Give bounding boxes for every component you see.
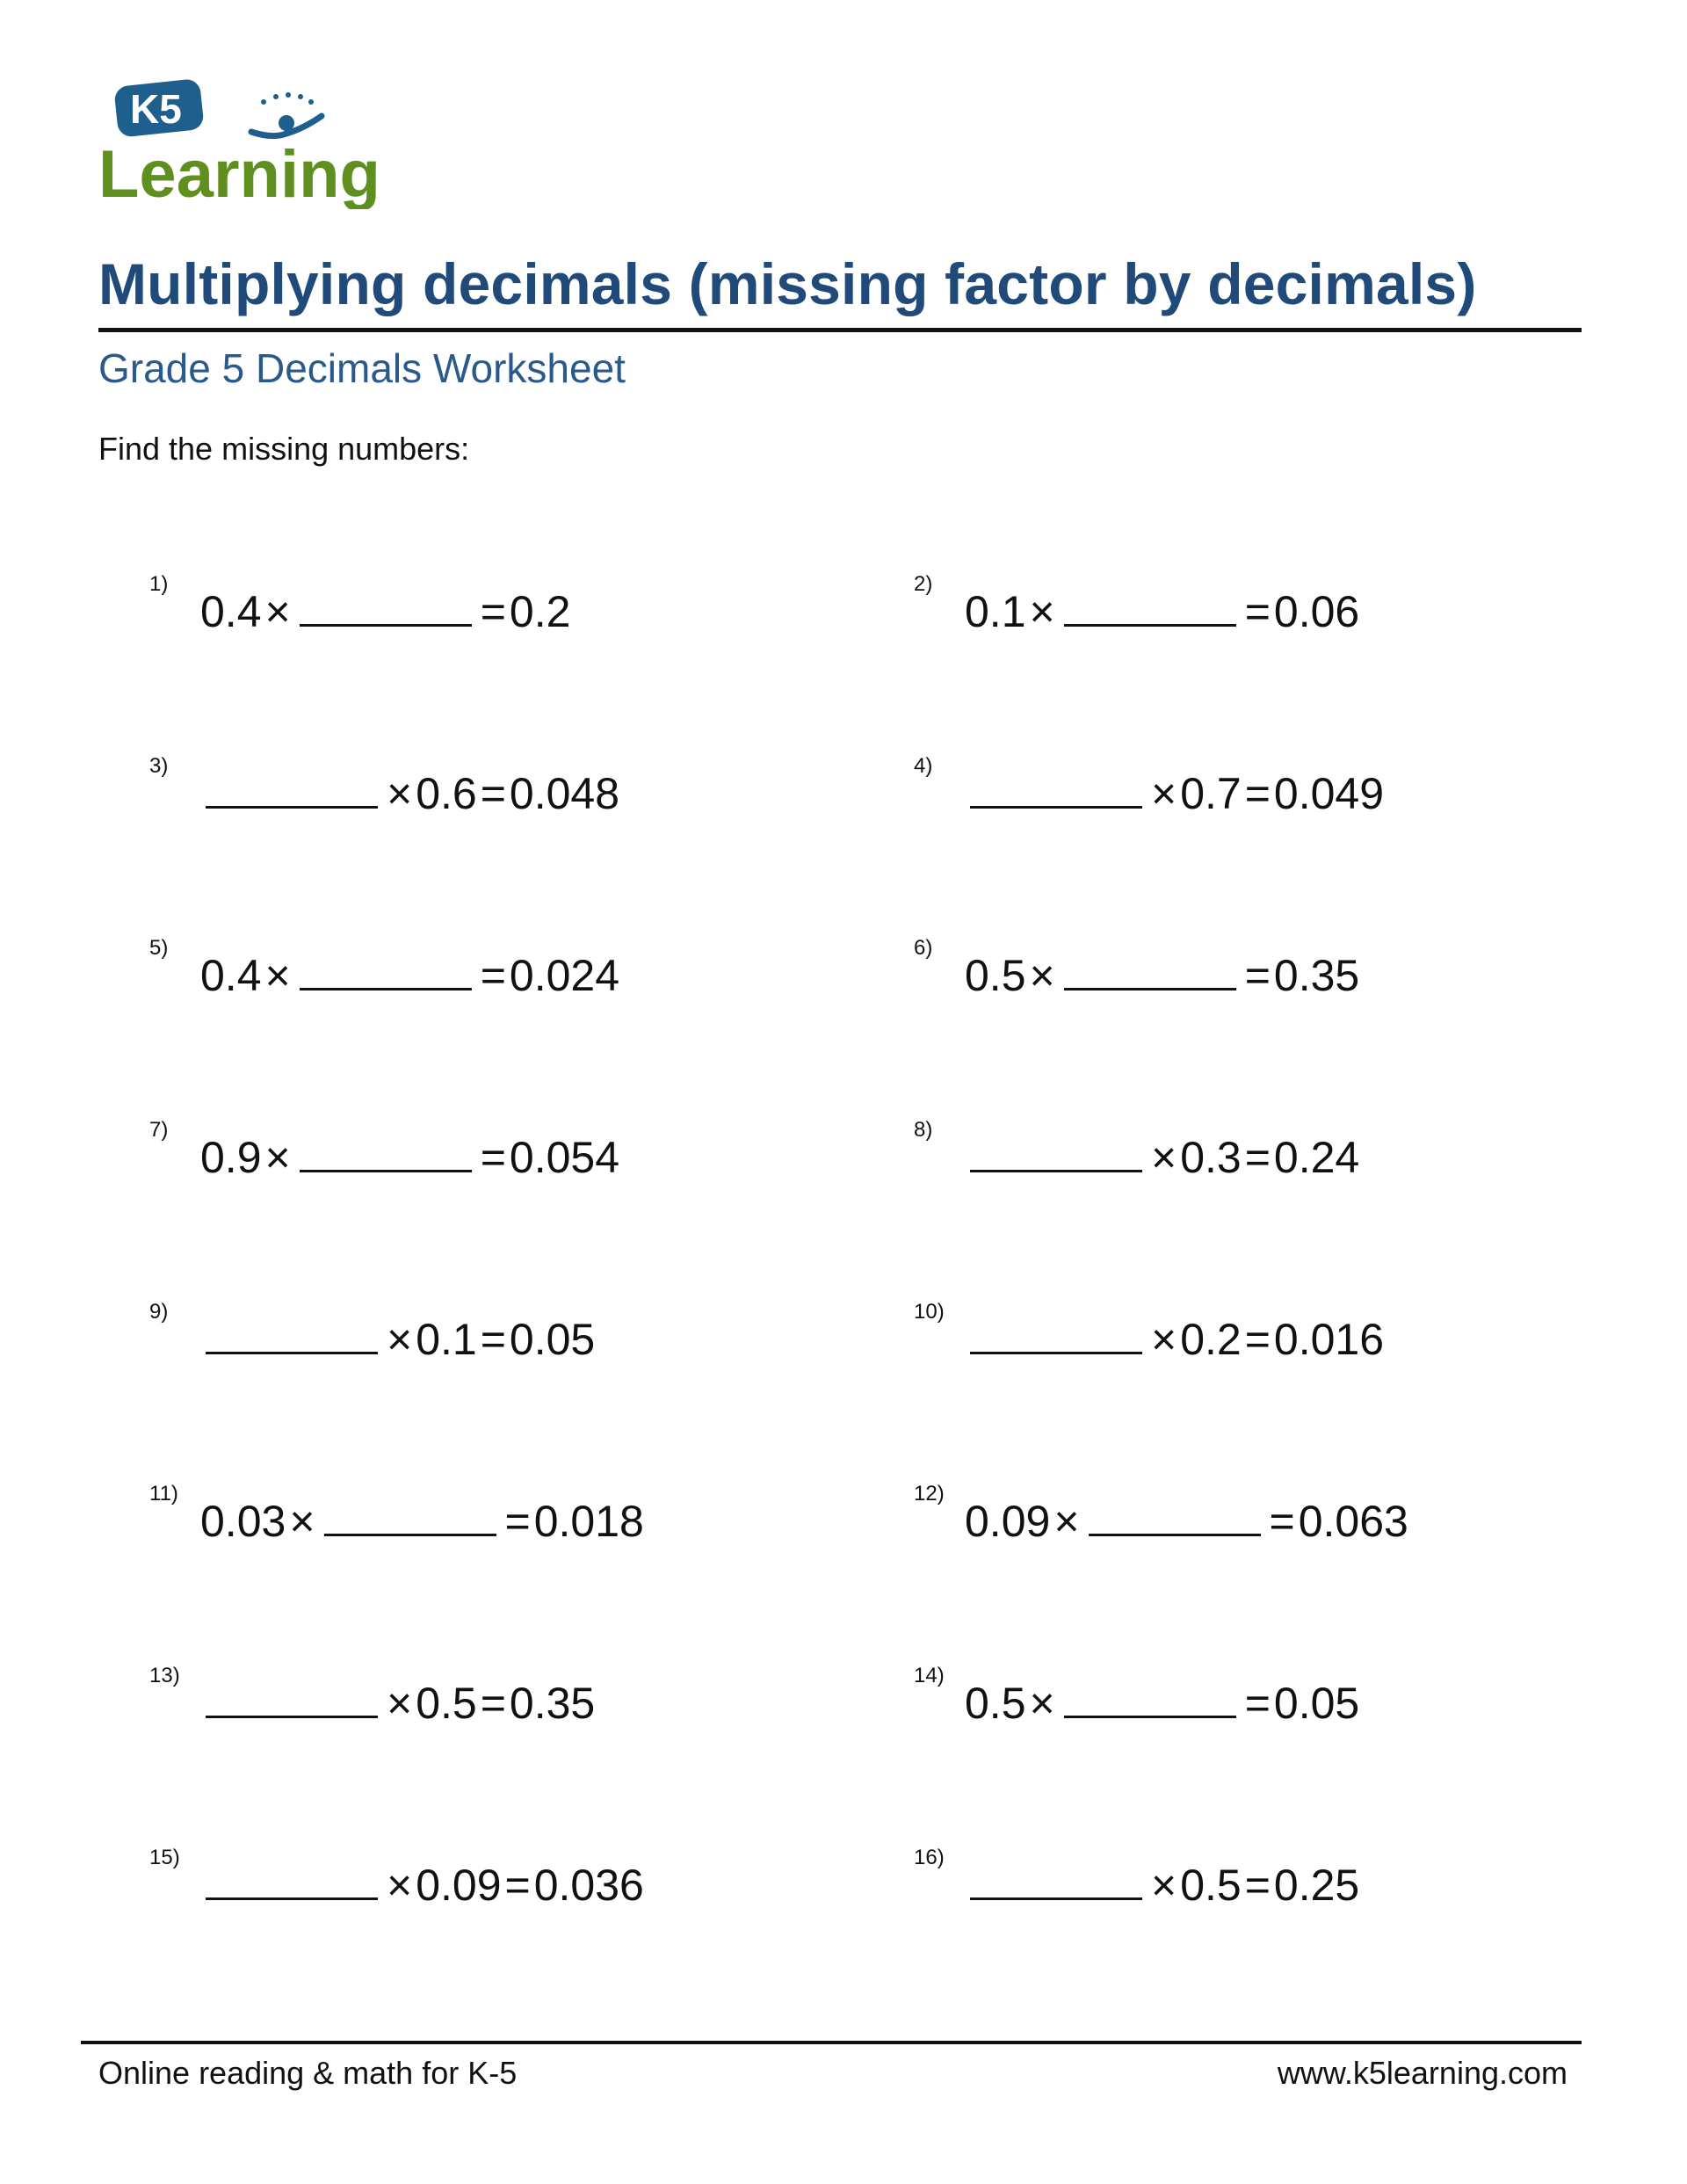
times-sign: × [1029,1679,1055,1728]
product-value: 0.2 [509,587,571,636]
equals-sign: = [1269,1497,1295,1546]
equation [965,1675,1359,1730]
equals-sign: = [1244,1861,1271,1910]
answer-blank[interactable] [970,765,1142,809]
answer-blank[interactable] [1064,1675,1236,1718]
equation [965,765,1384,820]
problem-number: 14) [914,1664,945,1687]
equals-sign: = [480,1315,506,1364]
product-value: 0.05 [509,1315,596,1364]
footer-tagline: Online reading & math for K-5 [98,2055,518,2091]
equals-sign: = [480,1133,506,1182]
k5-learning-logo [97,77,395,209]
product-value: 0.35 [1273,951,1360,1000]
times-sign: × [387,769,413,818]
equals-sign: = [1244,1679,1271,1728]
times-sign: × [1151,1315,1177,1364]
equals-sign: = [480,587,506,636]
product-value: 0.018 [533,1497,644,1546]
product-value: 0.049 [1273,769,1385,818]
factor-a: 0.5 [965,1679,1026,1728]
logo-graphic [97,77,395,209]
factor-a: 0.1 [965,587,1026,636]
answer-blank[interactable] [206,1311,378,1354]
equation [965,1857,1359,1912]
answer-blank[interactable] [300,947,472,990]
factor-a: 0.4 [200,587,262,636]
factor-b: 0.2 [1180,1315,1242,1364]
logo-k5-text: K5 [130,86,182,132]
answer-blank[interactable] [970,1311,1142,1354]
problem-number: 6) [914,936,933,960]
problem-number: 2) [914,572,933,596]
problem-number: 9) [149,1300,169,1324]
equals-sign: = [1244,587,1271,636]
times-sign: × [1029,587,1055,636]
product-value: 0.054 [509,1133,620,1182]
equation [200,1311,595,1366]
product-value: 0.35 [509,1679,596,1728]
times-sign: × [387,1679,413,1728]
problem-number: 12) [914,1482,945,1506]
problem-number: 7) [149,1118,169,1142]
product-value: 0.05 [1273,1679,1360,1728]
factor-b: 0.1 [416,1315,477,1364]
page-subtitle: Grade 5 Decimals Worksheet [98,345,626,391]
times-sign: × [264,587,291,636]
times-sign: × [1053,1497,1080,1546]
factor-a: 0.5 [965,951,1026,1000]
product-value: 0.25 [1273,1861,1360,1910]
equals-sign: = [480,951,506,1000]
equation [200,1129,619,1184]
equals-sign: = [1244,951,1271,1000]
factor-b: 0.5 [1180,1861,1242,1910]
equals-sign: = [1244,1315,1271,1364]
factor-b: 0.3 [1180,1133,1242,1182]
equals-sign: = [1244,769,1271,818]
equals-sign: = [504,1861,531,1910]
problem-number: 15) [149,1846,180,1869]
answer-blank[interactable] [206,765,378,809]
product-value: 0.063 [1298,1497,1408,1546]
answer-blank[interactable] [324,1493,496,1536]
problem-number: 11) [149,1482,178,1506]
answer-blank[interactable] [970,1857,1142,1900]
answer-blank[interactable] [206,1675,378,1718]
equation [965,1311,1384,1366]
equation [200,765,619,820]
times-sign: × [387,1315,413,1364]
times-sign: × [1029,951,1055,1000]
factor-b: 0.7 [1180,769,1242,818]
product-value: 0.06 [1273,587,1360,636]
times-sign: × [1151,1861,1177,1910]
answer-blank[interactable] [1089,1493,1261,1536]
product-value: 0.024 [509,951,620,1000]
times-sign: × [264,1133,291,1182]
equals-sign: = [480,769,506,818]
problem-number: 1) [149,572,169,596]
problem-number: 16) [914,1846,945,1869]
times-sign: × [289,1497,315,1546]
problem-number: 8) [914,1118,933,1142]
factor-b: 0.5 [416,1679,477,1728]
equation [200,1857,644,1912]
times-sign: × [1151,769,1177,818]
logo-learning-text: Learning [98,137,380,209]
title-divider [98,328,1582,332]
instructions-text: Find the missing numbers: [98,431,470,467]
problem-number: 13) [149,1664,180,1687]
equation [965,1129,1359,1184]
page-title: Multiplying decimals (missing factor by decimals) [98,251,1477,316]
answer-blank[interactable] [300,1129,472,1172]
product-value: 0.048 [509,769,620,818]
equation [200,1493,644,1548]
times-sign: × [264,951,291,1000]
problem-number: 4) [914,754,933,778]
problem-number: 5) [149,936,169,960]
product-value: 0.24 [1273,1133,1360,1182]
equation [965,947,1359,1002]
answer-blank[interactable] [300,584,472,627]
equation [200,1675,595,1730]
answer-blank[interactable] [1064,947,1236,990]
product-value: 0.016 [1273,1315,1385,1364]
answer-blank[interactable] [206,1857,378,1900]
answer-blank[interactable] [970,1129,1142,1172]
equation [200,947,619,1002]
equation [965,1493,1408,1548]
footer-url: www.k5learning.com [1277,2055,1568,2091]
equals-sign: = [504,1497,531,1546]
factor-a: 0.09 [965,1497,1051,1546]
equals-sign: = [1244,1133,1271,1182]
factor-a: 0.03 [200,1497,286,1546]
problem-number: 10) [914,1300,945,1324]
factor-b: 0.6 [416,769,477,818]
problem-number: 3) [149,754,169,778]
factor-a: 0.4 [200,951,262,1000]
answer-blank[interactable] [1064,584,1236,627]
factor-b: 0.09 [416,1861,502,1910]
equals-sign: = [480,1679,506,1728]
footer-divider [81,2041,1582,2044]
times-sign: × [387,1861,413,1910]
product-value: 0.036 [533,1861,644,1910]
factor-a: 0.9 [200,1133,262,1182]
times-sign: × [1151,1133,1177,1182]
equation [200,584,570,638]
equation [965,584,1359,638]
